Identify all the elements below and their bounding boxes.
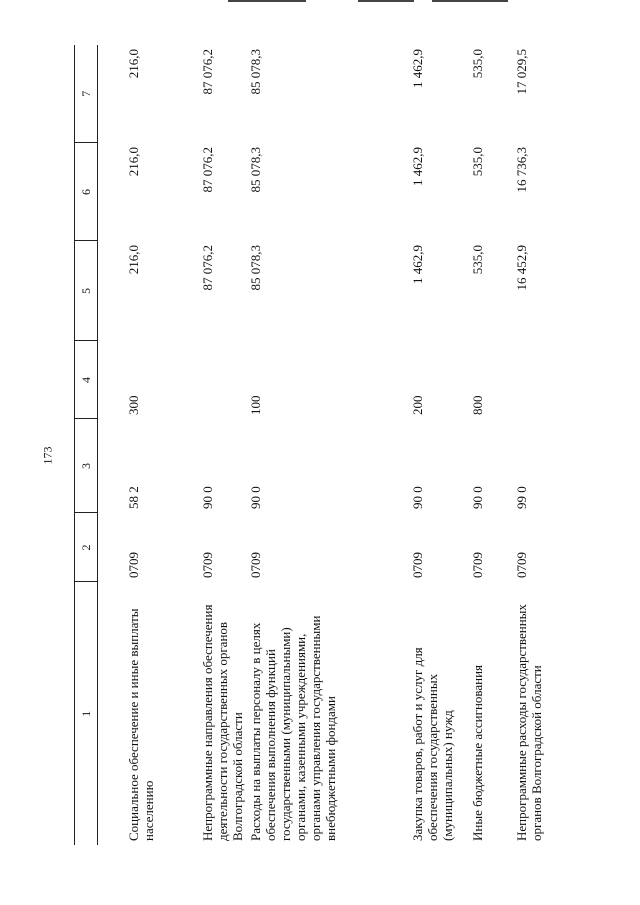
column-header: 5 bbox=[75, 241, 98, 341]
column-header: 2 bbox=[75, 513, 98, 582]
section-code: 0709 bbox=[248, 552, 263, 578]
row-name: Расходы на выплаты персоналу в целях обеспечения выполнения функций государственными (муниципальными) органами, казенными учреждениями, органами управления государственными внебюджетными фондами bbox=[248, 615, 338, 841]
target-code: 90 0 bbox=[200, 486, 215, 509]
scan-mark bbox=[432, 0, 508, 2]
amount-col5: 1 462,9 bbox=[410, 245, 425, 284]
expense-type: 300 bbox=[126, 395, 141, 415]
table-row bbox=[200, 45, 248, 845]
target-code: 99 0 bbox=[514, 486, 529, 509]
column-header: 3 bbox=[75, 419, 98, 513]
amount-col5: 16 452,9 bbox=[514, 245, 529, 291]
column-header: 4 bbox=[75, 341, 98, 419]
amount-col7: 216,0 bbox=[126, 49, 141, 79]
section-code: 0709 bbox=[126, 552, 141, 578]
row-name: Закупка товаров, работ и услуг для обеспечения государственных (муниципальных) нужд bbox=[410, 647, 455, 841]
expense-type: 800 bbox=[470, 395, 485, 415]
column-header: 7 bbox=[75, 45, 98, 143]
amount-col6: 85 078,3 bbox=[248, 147, 263, 193]
amount-col7: 1 462,9 bbox=[410, 49, 425, 88]
table-row bbox=[98, 45, 201, 845]
row-name: Социальное обеспечение и иные выплаты населению bbox=[126, 608, 156, 841]
section-code: 0709 bbox=[470, 552, 485, 578]
section-code: 0709 bbox=[200, 552, 215, 578]
table-row bbox=[470, 45, 514, 845]
expense-type bbox=[514, 341, 574, 419]
rotated-table-sheet bbox=[74, 45, 614, 845]
expense-type: 100 bbox=[248, 395, 263, 415]
target-code: 58 2 bbox=[126, 486, 141, 509]
section-code: 0709 bbox=[410, 552, 425, 578]
amount-col5: 87 076,2 bbox=[200, 245, 215, 291]
section-code: 0709 bbox=[514, 552, 529, 578]
table-row bbox=[248, 45, 410, 845]
amount-col6: 216,0 bbox=[126, 147, 141, 177]
scan-mark bbox=[358, 0, 414, 2]
column-header: 1 bbox=[75, 582, 98, 845]
target-code: 90 0 bbox=[470, 486, 485, 509]
table-row bbox=[410, 45, 470, 845]
budget-table bbox=[74, 45, 574, 845]
expense-type: 200 bbox=[410, 395, 425, 415]
amount-col7: 85 078,3 bbox=[248, 49, 263, 95]
row-name: Непрограммные расходы государственных органов Волгоградской области bbox=[514, 604, 544, 841]
table-row bbox=[514, 45, 574, 845]
amount-col6: 16 736,3 bbox=[514, 147, 529, 193]
amount-col7: 535,0 bbox=[470, 49, 485, 79]
column-header: 6 bbox=[75, 143, 98, 241]
amount-col7: 17 029,5 bbox=[514, 49, 529, 95]
row-name: Непрограммные направления обеспечения деятельности государственных органов Волгоградской области bbox=[200, 604, 245, 841]
target-code: 90 0 bbox=[248, 486, 263, 509]
amount-col5: 85 078,3 bbox=[248, 245, 263, 291]
target-code: 90 0 bbox=[410, 486, 425, 509]
row-name: Иные бюджетные ассигнования bbox=[470, 664, 485, 841]
page-number: 173 bbox=[40, 446, 55, 465]
scan-mark bbox=[228, 0, 306, 2]
amount-col5: 535,0 bbox=[470, 245, 485, 275]
amount-col5: 216,0 bbox=[126, 245, 141, 275]
header-row bbox=[75, 45, 98, 845]
amount-col6: 1 462,9 bbox=[410, 147, 425, 186]
amount-col6: 535,0 bbox=[470, 147, 485, 177]
amount-col7: 87 076,2 bbox=[200, 49, 215, 95]
expense-type bbox=[200, 341, 248, 419]
amount-col6: 87 076,2 bbox=[200, 147, 215, 193]
